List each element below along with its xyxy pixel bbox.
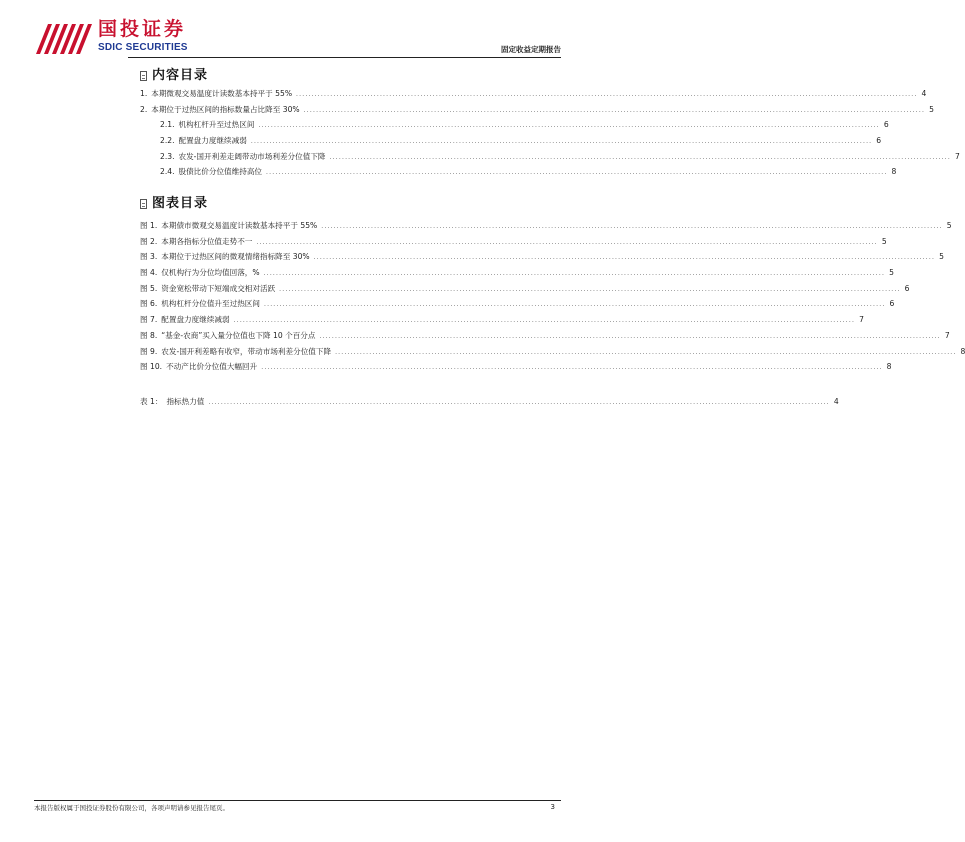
toc-entry-text: 本期微观交易温度计读数基本持平于 55% [151, 89, 293, 98]
figure-entry-page: 6 [889, 299, 895, 309]
figure-entry-page: 7 [944, 330, 950, 340]
toc-entry-number: 2.4. [160, 167, 175, 177]
toc-leader-dots: ........................................................................................................................................................................................................ [263, 301, 886, 309]
figure-entry-text: 农发-国开利差略有收窄，带动市场利差分位值下降 [161, 346, 332, 356]
figure-entry-number: 图 6. [140, 299, 158, 309]
figures-list [140, 218, 965, 375]
toc-leader-dots: ........................................................................................................................................................................................................ [266, 169, 888, 177]
figure-entry-page: 5 [939, 252, 944, 262]
company-logo [34, 16, 204, 60]
figure-entry-number: 图 7. [140, 315, 158, 325]
toc-entry-text: 本期位于过热区间的指标数量占比降至 30% [151, 104, 300, 114]
toc-leader-dots: ........................................................................................................................................................................................................ [208, 399, 830, 406]
toc-entry-page: 8 [891, 167, 897, 177]
toc-leader-dots: ........................................................................................................................................................................................................ [319, 332, 941, 340]
figure-entry-number: 图 2. [140, 236, 158, 246]
figure-entry-text: 本期各指标分位值走势不一 [161, 236, 253, 246]
figure-entry[interactable] [140, 344, 965, 360]
figure-entry-page: 8 [960, 346, 965, 356]
figure-entry-page: 6 [904, 283, 910, 293]
figure-entry-number: 图 4. [140, 268, 158, 278]
figure-entry-number: 图 8. [140, 330, 158, 340]
toc-leader-dots: ........................................................................................................................................................................................................ [329, 153, 951, 161]
figure-entry[interactable] [140, 218, 952, 234]
toc-entry-text: 农发-国开利差走阔带动市场利差分位值下降 [178, 151, 326, 161]
figure-entry-text: 仅机构行为分位均值回落，% [161, 268, 260, 278]
toc-entry-page: 6 [876, 136, 882, 146]
toc-entry-text: 股债比价分位值维持高位 [178, 167, 263, 177]
toc-entry-page: 7 [954, 151, 960, 161]
page-number: 3 [550, 803, 555, 811]
figure-entry[interactable] [140, 281, 910, 297]
copyright-disclaimer: 本报告版权属于国投证券股份有限公司，各项声明请参见报告尾页。 [34, 804, 229, 812]
toc-leader-dots: ........................................................................................................................................................................................................ [303, 106, 926, 114]
toc-leader-dots: ........................................................................................................................................................................................................ [296, 91, 918, 98]
logo-english-name: SDIC SECURITIES [98, 42, 188, 53]
logo-stripes-icon [34, 20, 92, 54]
toc-entry-number: 2.1. [160, 120, 175, 130]
figure-entry[interactable] [140, 328, 950, 344]
toc-entry-number: 2.2. [160, 136, 175, 146]
figures-title: 图表目录 [152, 196, 209, 211]
report-type-label: 固定收益定期报告 [501, 45, 561, 54]
toc-entry-number: 2.3. [160, 151, 175, 161]
table-entry-text: 指标热力值 [166, 397, 205, 406]
footer-divider [34, 800, 561, 801]
figure-entry-text: “基金-农商”买入量分位值也下降 10 个百分点 [161, 330, 316, 340]
figure-entry-text: 本期位于过热区间的微观情绪指标降至 30% [161, 252, 310, 262]
contents-title: 内容目录 [152, 68, 209, 83]
figure-entry-page: 5 [881, 236, 887, 246]
toc-entry[interactable] [140, 149, 960, 165]
table-entry[interactable] [140, 394, 839, 410]
figure-entry-number: 图 1. [140, 221, 158, 230]
figure-entry-text: 不动产比价分位值大幅回升 [166, 362, 258, 372]
toc-entry[interactable] [140, 102, 934, 118]
figure-entry-page: 7 [859, 315, 864, 325]
toc-entry-page: 6 [883, 120, 889, 130]
toc-entry[interactable] [140, 164, 897, 180]
figure-entry-number: 图 3. [140, 252, 158, 262]
toc-leader-dots: ........................................................................................................................................................................................................ [279, 285, 901, 293]
figure-entry[interactable] [140, 265, 894, 281]
page-header [0, 0, 595, 66]
toc-entry-number: 2. [140, 104, 148, 114]
figure-entry-text: 资金宽松带动下短端成交相对活跃 [161, 283, 276, 293]
toc-leader-dots: ........................................................................................................................................................................................................ [250, 138, 873, 146]
toc-leader-dots: ........................................................................................................................................................................................................ [313, 254, 936, 262]
toc-entry[interactable] [140, 133, 882, 149]
figure-entry[interactable] [140, 249, 944, 265]
figure-entry[interactable] [140, 234, 887, 250]
toc-leader-dots: ........................................................................................................................................................................................................ [335, 348, 957, 356]
toc-entry[interactable] [140, 117, 889, 133]
figure-entry-page: 5 [946, 221, 952, 230]
toc-leader-dots: ........................................................................................................................................................................................................ [321, 223, 943, 230]
tables-list [140, 394, 839, 410]
figure-entry-text: 配置盘力度继续减弱 [161, 315, 230, 325]
figure-entry-number: 图 9. [140, 346, 158, 356]
toc-entry[interactable] [140, 86, 927, 102]
figure-entry-page: 5 [889, 268, 894, 278]
figure-entry[interactable] [140, 312, 864, 328]
toc-leader-dots: ........................................................................................................................................................................................................ [256, 238, 878, 246]
toc-leader-dots: ........................................................................................................................................................................................................ [263, 270, 886, 278]
figure-entry-number: 图 10. [140, 362, 163, 372]
header-divider [128, 57, 561, 58]
toc-entry-number: 1. [140, 89, 148, 98]
toc-leader-dots: ........................................................................................................................................................................................................ [233, 317, 856, 325]
toc-leader-dots: ........................................................................................................................................................................................................ [261, 364, 883, 372]
figure-entry-page: 8 [886, 362, 892, 372]
figure-entry-text: 本期债市微观交易温度计读数基本持平于 55% [161, 221, 318, 230]
table-entry-page: 4 [833, 397, 839, 406]
logo-chinese-name: 国投证券 [98, 18, 187, 40]
figure-entry-number: 图 5. [140, 283, 158, 293]
figure-entry[interactable] [140, 296, 895, 312]
document-icon [140, 71, 147, 81]
contents-list [140, 86, 960, 180]
document-icon [140, 199, 147, 209]
toc-leader-dots: ........................................................................................................................................................................................................ [258, 122, 880, 130]
toc-entry-text: 机构杠杆升至过热区间 [178, 120, 255, 130]
figure-entry[interactable] [140, 359, 892, 375]
table-entry-number: 表 1： [140, 397, 163, 406]
toc-entry-text: 配置盘力度继续减弱 [178, 136, 247, 146]
figure-entry-text: 机构杠杆分位值升至过热区间 [161, 299, 260, 309]
toc-entry-page: 4 [921, 89, 927, 98]
toc-entry-page: 5 [929, 104, 934, 114]
